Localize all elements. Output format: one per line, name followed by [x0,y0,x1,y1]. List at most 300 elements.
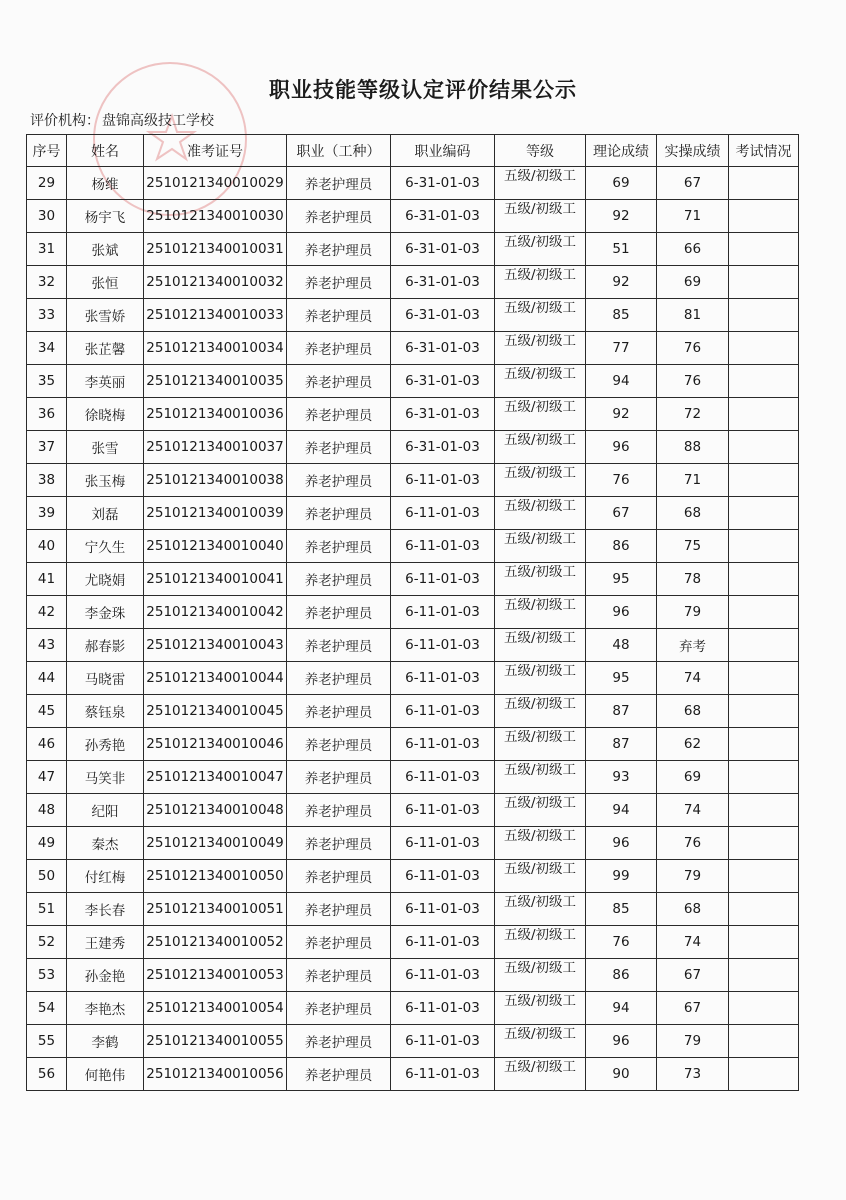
row-occupation: 养老护理员 [287,530,391,563]
results-table [26,134,799,1091]
row-level-text: 五级/初级工 [503,235,577,250]
table-row [27,431,799,464]
row-level-text: 五级/初级工 [503,961,577,976]
row-name: 宁久生 [67,530,144,563]
row-theory-score: 69 [586,167,657,200]
row-level [495,794,586,827]
row-level-text: 五级/初级工 [503,466,577,481]
row-no: 52 [27,926,67,959]
header-occupation: 职业（工种） [287,135,391,167]
row-name: 蔡钰泉 [67,695,144,728]
org-label: 评价机构： [30,113,100,129]
row-level-text: 五级/初级工 [503,928,577,943]
row-exam-id: 2510121340010035 [144,365,287,398]
row-exam-id: 2510121340010051 [144,893,287,926]
table-row [27,992,799,1025]
row-occupation: 养老护理员 [287,662,391,695]
row-practice-score: 69 [657,266,729,299]
row-name: 张恒 [67,266,144,299]
row-no: 31 [27,233,67,266]
header-no: 序号 [27,135,67,167]
row-exam-id: 2510121340010043 [144,629,287,662]
row-occupation-code: 6-31-01-03 [391,332,495,365]
row-exam-status [729,1025,799,1058]
row-occupation: 养老护理员 [287,431,391,464]
row-occupation-code: 6-31-01-03 [391,233,495,266]
row-exam-id: 2510121340010041 [144,563,287,596]
row-name: 何艳伟 [67,1058,144,1091]
row-exam-id: 2510121340010055 [144,1025,287,1058]
row-exam-status [729,266,799,299]
row-occupation-code: 6-31-01-03 [391,167,495,200]
table-row [27,563,799,596]
row-occupation: 养老护理员 [287,992,391,1025]
row-occupation: 养老护理员 [287,299,391,332]
row-exam-status [729,299,799,332]
row-level-text: 五级/初级工 [503,433,577,448]
row-practice-score: 81 [657,299,729,332]
row-exam-status [729,695,799,728]
row-occupation: 养老护理员 [287,926,391,959]
row-level [495,1025,586,1058]
row-theory-score: 93 [586,761,657,794]
table-row [27,365,799,398]
row-occupation: 养老护理员 [287,1025,391,1058]
row-occupation: 养老护理员 [287,200,391,233]
row-level-text: 五级/初级工 [503,796,577,811]
row-exam-status [729,794,799,827]
row-exam-id: 2510121340010034 [144,332,287,365]
row-exam-status [729,167,799,200]
row-theory-score: 85 [586,299,657,332]
row-name: 马晓雷 [67,662,144,695]
table-row [27,299,799,332]
row-theory-score: 96 [586,827,657,860]
row-practice-score: 67 [657,167,729,200]
row-level-text: 五级/初级工 [503,862,577,877]
header-level: 等级 [495,135,586,167]
row-level-text: 五级/初级工 [503,202,577,217]
row-occupation-code: 6-31-01-03 [391,365,495,398]
row-practice-score: 69 [657,761,729,794]
row-no: 32 [27,266,67,299]
row-occupation-code: 6-11-01-03 [391,662,495,695]
row-level-text: 五级/初级工 [503,301,577,316]
row-no: 41 [27,563,67,596]
row-occupation-code: 6-11-01-03 [391,794,495,827]
row-occupation-code: 6-11-01-03 [391,695,495,728]
row-exam-id: 2510121340010048 [144,794,287,827]
row-occupation: 养老护理员 [287,794,391,827]
row-name: 徐晓梅 [67,398,144,431]
row-no: 42 [27,596,67,629]
row-exam-status [729,926,799,959]
row-practice-score: 72 [657,398,729,431]
row-theory-score: 85 [586,893,657,926]
row-level [495,200,586,233]
row-level-text: 五级/初级工 [503,730,577,745]
row-theory-score: 96 [586,596,657,629]
row-exam-status [729,398,799,431]
evaluation-org [30,110,214,130]
row-theory-score: 76 [586,926,657,959]
row-occupation: 养老护理员 [287,233,391,266]
row-theory-score: 76 [586,464,657,497]
row-theory-score: 90 [586,1058,657,1091]
row-exam-id: 2510121340010031 [144,233,287,266]
row-exam-id: 2510121340010038 [144,464,287,497]
row-level-text: 五级/初级工 [503,895,577,910]
row-no: 36 [27,398,67,431]
row-exam-id: 2510121340010042 [144,596,287,629]
row-practice-score: 74 [657,794,729,827]
table-row [27,200,799,233]
row-occupation-code: 6-11-01-03 [391,629,495,662]
row-no: 56 [27,1058,67,1091]
row-level-text: 五级/初级工 [503,598,577,613]
row-level [495,530,586,563]
row-occupation-code: 6-11-01-03 [391,563,495,596]
row-exam-status [729,629,799,662]
row-no: 30 [27,200,67,233]
row-level-text: 五级/初级工 [503,334,577,349]
row-occupation: 养老护理员 [287,266,391,299]
table-row [27,596,799,629]
row-occupation: 养老护理员 [287,827,391,860]
row-theory-score: 96 [586,1025,657,1058]
row-occupation-code: 6-11-01-03 [391,728,495,761]
row-practice-score: 68 [657,497,729,530]
table-row [27,695,799,728]
row-level [495,497,586,530]
row-occupation-code: 6-11-01-03 [391,1058,495,1091]
row-no: 40 [27,530,67,563]
row-no: 54 [27,992,67,1025]
row-name: 郝春影 [67,629,144,662]
row-level [495,662,586,695]
row-level [495,332,586,365]
row-theory-score: 86 [586,530,657,563]
row-exam-id: 2510121340010044 [144,662,287,695]
row-occupation: 养老护理员 [287,959,391,992]
row-no: 48 [27,794,67,827]
row-name: 秦杰 [67,827,144,860]
row-no: 33 [27,299,67,332]
row-occupation-code: 6-31-01-03 [391,200,495,233]
row-no: 51 [27,893,67,926]
row-level-text: 五级/初级工 [503,763,577,778]
row-exam-status [729,728,799,761]
row-no: 43 [27,629,67,662]
row-level-text: 五级/初级工 [503,532,577,547]
row-level [495,464,586,497]
table-row [27,728,799,761]
row-level [495,233,586,266]
row-no: 46 [27,728,67,761]
row-name: 孙秀艳 [67,728,144,761]
row-level [495,827,586,860]
row-exam-id: 2510121340010053 [144,959,287,992]
row-level [495,299,586,332]
row-practice-score: 78 [657,563,729,596]
row-name: 李金珠 [67,596,144,629]
header-name: 姓名 [67,135,144,167]
row-occupation-code: 6-11-01-03 [391,893,495,926]
table-row [27,629,799,662]
row-name: 李长春 [67,893,144,926]
row-exam-id: 2510121340010037 [144,431,287,464]
row-exam-id: 2510121340010045 [144,695,287,728]
row-occupation: 养老护理员 [287,167,391,200]
row-practice-score: 76 [657,332,729,365]
row-level [495,992,586,1025]
row-name: 张斌 [67,233,144,266]
row-practice-score: 71 [657,464,729,497]
row-exam-id: 2510121340010030 [144,200,287,233]
row-theory-score: 95 [586,563,657,596]
row-name: 王建秀 [67,926,144,959]
row-name: 李艳杰 [67,992,144,1025]
row-no: 34 [27,332,67,365]
row-name: 杨维 [67,167,144,200]
row-practice-score: 68 [657,893,729,926]
row-practice-score: 79 [657,860,729,893]
table-row [27,761,799,794]
row-occupation: 养老护理员 [287,761,391,794]
row-level [495,728,586,761]
row-exam-status [729,959,799,992]
row-occupation: 养老护理员 [287,332,391,365]
row-exam-id: 2510121340010040 [144,530,287,563]
row-exam-id: 2510121340010033 [144,299,287,332]
row-level-text: 五级/初级工 [503,1060,577,1075]
row-level [495,398,586,431]
row-exam-id: 2510121340010050 [144,860,287,893]
row-exam-status [729,431,799,464]
row-occupation: 养老护理员 [287,629,391,662]
row-practice-score: 68 [657,695,729,728]
table-row [27,266,799,299]
row-name: 张雪娇 [67,299,144,332]
row-level [495,761,586,794]
row-level-text: 五级/初级工 [503,829,577,844]
row-occupation-code: 6-11-01-03 [391,497,495,530]
row-level [495,563,586,596]
row-exam-status [729,497,799,530]
row-theory-score: 95 [586,662,657,695]
header-row [27,135,799,167]
row-level-text: 五级/初级工 [503,631,577,646]
row-level-text: 五级/初级工 [503,268,577,283]
row-occupation: 养老护理员 [287,464,391,497]
row-occupation: 养老护理员 [287,728,391,761]
row-exam-id: 2510121340010054 [144,992,287,1025]
row-level [495,893,586,926]
row-theory-score: 92 [586,398,657,431]
page-title: 职业技能等级认定评价结果公示 [269,78,577,102]
table-row [27,167,799,200]
row-occupation-code: 6-11-01-03 [391,860,495,893]
row-no: 47 [27,761,67,794]
row-practice-score: 74 [657,662,729,695]
row-no: 55 [27,1025,67,1058]
row-level [495,365,586,398]
row-no: 50 [27,860,67,893]
row-occupation-code: 6-11-01-03 [391,992,495,1025]
row-theory-score: 51 [586,233,657,266]
row-occupation-code: 6-31-01-03 [391,431,495,464]
table-row [27,827,799,860]
row-name: 李英丽 [67,365,144,398]
table-row [27,497,799,530]
row-occupation-code: 6-31-01-03 [391,398,495,431]
row-level-text: 五级/初级工 [503,367,577,382]
row-occupation-code: 6-11-01-03 [391,926,495,959]
row-practice-score: 79 [657,596,729,629]
row-theory-score: 94 [586,794,657,827]
row-exam-id: 2510121340010036 [144,398,287,431]
row-level-text: 五级/初级工 [503,1027,577,1042]
table-row [27,530,799,563]
table-row [27,662,799,695]
row-theory-score: 67 [586,497,657,530]
row-practice-score: 76 [657,365,729,398]
row-exam-status [729,761,799,794]
row-practice-score: 88 [657,431,729,464]
row-name: 刘磊 [67,497,144,530]
row-exam-id: 2510121340010052 [144,926,287,959]
row-occupation: 养老护理员 [287,893,391,926]
row-practice-score: 74 [657,926,729,959]
row-exam-id: 2510121340010039 [144,497,287,530]
header-occupation-code: 职业编码 [391,135,495,167]
row-name: 纪阳 [67,794,144,827]
table-row [27,1025,799,1058]
row-exam-status [729,827,799,860]
row-name: 张玉梅 [67,464,144,497]
row-theory-score: 77 [586,332,657,365]
table-row [27,332,799,365]
row-name: 孙金艳 [67,959,144,992]
row-occupation: 养老护理员 [287,596,391,629]
row-name: 马笑非 [67,761,144,794]
row-practice-score: 67 [657,992,729,1025]
row-exam-status [729,563,799,596]
row-practice-score: 弃考 [657,629,729,662]
table-row [27,464,799,497]
row-theory-score: 86 [586,959,657,992]
row-exam-id: 2510121340010056 [144,1058,287,1091]
row-exam-status [729,530,799,563]
row-exam-status [729,365,799,398]
row-level [495,266,586,299]
table-row [27,398,799,431]
row-name: 李鹤 [67,1025,144,1058]
row-occupation: 养老护理员 [287,365,391,398]
row-occupation: 养老护理员 [287,860,391,893]
header-exam-id: 准考证号 [144,135,287,167]
row-level-text: 五级/初级工 [503,400,577,415]
row-occupation-code: 6-11-01-03 [391,959,495,992]
row-no: 35 [27,365,67,398]
row-level-text: 五级/初级工 [503,697,577,712]
row-level [495,860,586,893]
row-occupation-code: 6-11-01-03 [391,827,495,860]
row-occupation: 养老护理员 [287,497,391,530]
row-occupation-code: 6-31-01-03 [391,299,495,332]
row-level [495,1058,586,1091]
row-no: 37 [27,431,67,464]
row-name: 尤晓娟 [67,563,144,596]
row-exam-id: 2510121340010046 [144,728,287,761]
row-occupation-code: 6-31-01-03 [391,266,495,299]
row-practice-score: 75 [657,530,729,563]
row-occupation: 养老护理员 [287,1058,391,1091]
row-practice-score: 67 [657,959,729,992]
row-level-text: 五级/初级工 [503,994,577,1009]
row-occupation-code: 6-11-01-03 [391,761,495,794]
row-no: 45 [27,695,67,728]
row-practice-score: 62 [657,728,729,761]
row-level [495,959,586,992]
row-theory-score: 87 [586,695,657,728]
row-level [495,431,586,464]
row-exam-status [729,893,799,926]
row-no: 38 [27,464,67,497]
row-exam-status [729,662,799,695]
table-row [27,1058,799,1091]
row-practice-score: 73 [657,1058,729,1091]
row-theory-score: 94 [586,365,657,398]
table-row [27,794,799,827]
row-theory-score: 96 [586,431,657,464]
row-theory-score: 92 [586,266,657,299]
row-theory-score: 92 [586,200,657,233]
row-level [495,926,586,959]
row-name: 杨宇飞 [67,200,144,233]
row-level [495,695,586,728]
row-exam-id: 2510121340010029 [144,167,287,200]
row-level-text: 五级/初级工 [503,499,577,514]
row-exam-id: 2510121340010049 [144,827,287,860]
row-exam-status [729,596,799,629]
row-level-text: 五级/初级工 [503,169,577,184]
row-name: 张芷馨 [67,332,144,365]
row-occupation-code: 6-11-01-03 [391,530,495,563]
row-no: 29 [27,167,67,200]
table-row [27,233,799,266]
row-theory-score: 94 [586,992,657,1025]
header-practice-score: 实操成绩 [657,135,729,167]
header-exam-status: 考试情况 [729,135,799,167]
table-row [27,926,799,959]
row-level-text: 五级/初级工 [503,565,577,580]
row-occupation-code: 6-11-01-03 [391,464,495,497]
table-row [27,893,799,926]
row-theory-score: 87 [586,728,657,761]
row-level [495,596,586,629]
row-practice-score: 66 [657,233,729,266]
row-theory-score: 48 [586,629,657,662]
row-level-text: 五级/初级工 [503,664,577,679]
row-name: 张雪 [67,431,144,464]
org-name: 盘锦高级技工学校 [102,113,214,129]
row-no: 49 [27,827,67,860]
row-no: 53 [27,959,67,992]
header-theory-score: 理论成绩 [586,135,657,167]
row-exam-status [729,233,799,266]
row-occupation: 养老护理员 [287,563,391,596]
